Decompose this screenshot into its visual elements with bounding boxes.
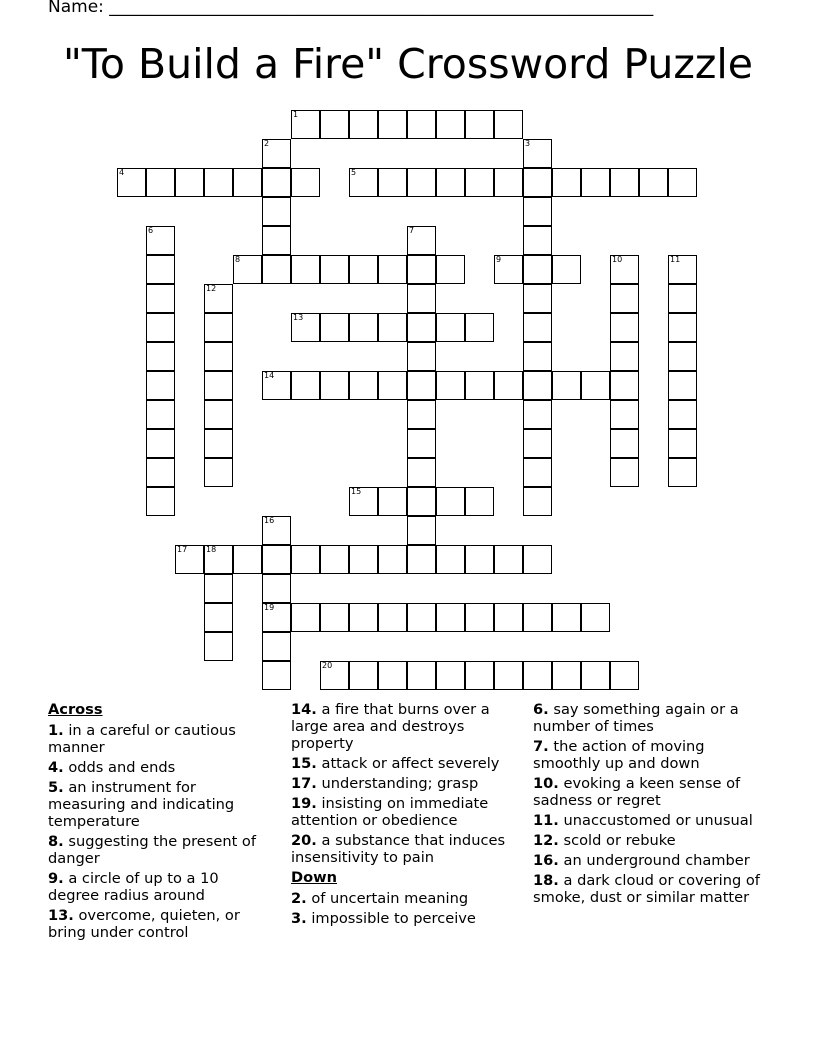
grid-cell[interactable] <box>668 284 697 313</box>
grid-cell[interactable] <box>233 168 262 197</box>
grid-cell[interactable] <box>233 255 262 284</box>
grid-cell[interactable] <box>581 371 610 400</box>
grid-cell[interactable] <box>610 371 639 400</box>
cell-number: 7 <box>409 226 415 235</box>
grid-cell[interactable] <box>146 255 175 284</box>
grid-cell[interactable] <box>262 371 291 400</box>
grid-cell[interactable] <box>465 313 494 342</box>
grid-cell[interactable] <box>378 371 407 400</box>
clue-item <box>533 872 765 906</box>
clue-text: suggesting the present of danger <box>48 833 257 867</box>
cell-number: 15 <box>351 487 362 496</box>
grid-cell[interactable] <box>436 110 465 139</box>
grid-cell[interactable] <box>378 255 407 284</box>
grid-cell[interactable] <box>523 284 552 313</box>
grid-cell[interactable] <box>291 313 320 342</box>
clue-number: 8. <box>48 833 64 850</box>
grid-cell[interactable] <box>523 255 552 284</box>
grid-cell[interactable] <box>523 487 552 516</box>
clue-text: a circle of up to a 10 degree radius around <box>48 870 219 904</box>
clues-column-1 <box>48 701 273 944</box>
cell-number: 19 <box>264 603 275 612</box>
grid-cell[interactable] <box>523 226 552 255</box>
grid-cell[interactable] <box>407 313 436 342</box>
cell-number: 4 <box>119 168 125 177</box>
grid-cell[interactable] <box>378 487 407 516</box>
grid-cell[interactable] <box>378 661 407 690</box>
grid-cell[interactable] <box>204 342 233 371</box>
grid-cell[interactable] <box>465 487 494 516</box>
grid-cell[interactable] <box>146 458 175 487</box>
grid-cell[interactable] <box>407 110 436 139</box>
grid-cell[interactable] <box>262 545 291 574</box>
grid-cell[interactable] <box>146 371 175 400</box>
grid-cell[interactable] <box>320 110 349 139</box>
grid-cell[interactable] <box>204 458 233 487</box>
cell-number: 12 <box>206 284 217 293</box>
grid-cell[interactable] <box>610 429 639 458</box>
grid-cell[interactable] <box>494 371 523 400</box>
grid-cell[interactable] <box>349 313 378 342</box>
grid-cell[interactable] <box>320 371 349 400</box>
cell-number: 16 <box>264 516 275 525</box>
clue-text: a dark cloud or covering of smoke, dust or similar matter <box>533 872 760 906</box>
clue-text: attack or affect severely <box>316 755 500 772</box>
grid-cell[interactable] <box>378 603 407 632</box>
grid-cell[interactable] <box>262 197 291 226</box>
cell-number: 18 <box>206 545 217 554</box>
clue-item <box>291 755 519 772</box>
grid-cell[interactable] <box>523 371 552 400</box>
grid-cell[interactable] <box>407 400 436 429</box>
grid-cell[interactable] <box>117 168 146 197</box>
grid-cell[interactable] <box>349 603 378 632</box>
grid-cell[interactable] <box>552 168 581 197</box>
grid-cell[interactable] <box>407 342 436 371</box>
grid-cell[interactable] <box>523 429 552 458</box>
grid-cell[interactable] <box>320 313 349 342</box>
grid-cell[interactable] <box>146 226 175 255</box>
clue-item <box>48 779 273 830</box>
grid-cell[interactable] <box>523 313 552 342</box>
clue-item <box>48 907 273 941</box>
clue-item <box>533 832 765 849</box>
grid-cell[interactable] <box>204 371 233 400</box>
clue-number: 12. <box>533 832 559 849</box>
grid-cell[interactable] <box>146 284 175 313</box>
clue-text: scold or rebuke <box>558 832 676 849</box>
grid-cell[interactable] <box>494 661 523 690</box>
grid-cell[interactable] <box>320 255 349 284</box>
across-heading: Across <box>48 701 103 718</box>
clue-item <box>291 701 519 752</box>
clue-text: say something again or a number of times <box>533 701 739 735</box>
grid-cell[interactable] <box>349 255 378 284</box>
grid-cell[interactable] <box>436 545 465 574</box>
grid-cell[interactable] <box>349 168 378 197</box>
grid-cell[interactable] <box>233 545 262 574</box>
clue-number: 17. <box>291 775 317 792</box>
clue-number: 11. <box>533 812 559 829</box>
grid-cell[interactable] <box>407 168 436 197</box>
grid-cell[interactable] <box>204 574 233 603</box>
grid-cell[interactable] <box>610 255 639 284</box>
clue-item <box>533 812 765 829</box>
grid-cell[interactable] <box>291 110 320 139</box>
grid-cell[interactable] <box>204 429 233 458</box>
cell-number: 5 <box>351 168 357 177</box>
cell-number: 20 <box>322 661 333 670</box>
grid-cell[interactable] <box>436 313 465 342</box>
grid-cell[interactable] <box>668 342 697 371</box>
grid-cell[interactable] <box>407 516 436 545</box>
clue-item <box>291 910 519 927</box>
grid-cell[interactable] <box>581 661 610 690</box>
grid-cell[interactable] <box>407 371 436 400</box>
clue-number: 1. <box>48 722 64 739</box>
grid-cell[interactable] <box>407 545 436 574</box>
clue-text: understanding; grasp <box>316 775 479 792</box>
grid-cell[interactable] <box>523 197 552 226</box>
grid-cell[interactable] <box>378 168 407 197</box>
grid-cell[interactable] <box>465 110 494 139</box>
grid-cell[interactable] <box>668 400 697 429</box>
clue-item <box>533 738 765 772</box>
grid-cell[interactable] <box>262 516 291 545</box>
clue-number: 13. <box>48 907 74 924</box>
cell-number: 13 <box>293 313 304 322</box>
grid-cell[interactable] <box>291 255 320 284</box>
cell-number: 10 <box>612 255 623 264</box>
grid-cell[interactable] <box>349 110 378 139</box>
grid-cell[interactable] <box>465 545 494 574</box>
grid-cell[interactable] <box>523 139 552 168</box>
cell-number: 2 <box>264 139 270 148</box>
clue-item <box>291 775 519 792</box>
clue-number: 14. <box>291 701 317 718</box>
clue-item <box>291 832 519 866</box>
grid-cell[interactable] <box>668 429 697 458</box>
grid-cell[interactable] <box>146 400 175 429</box>
grid-cell[interactable] <box>291 168 320 197</box>
clue-item <box>533 701 765 735</box>
grid-cell[interactable] <box>204 545 233 574</box>
grid-cell[interactable] <box>378 110 407 139</box>
grid-cell[interactable] <box>407 661 436 690</box>
grid-cell[interactable] <box>262 603 291 632</box>
grid-cell[interactable] <box>146 487 175 516</box>
grid-cell[interactable] <box>378 545 407 574</box>
grid-cell[interactable] <box>204 603 233 632</box>
clue-item <box>48 870 273 904</box>
grid-cell[interactable] <box>494 603 523 632</box>
grid-cell[interactable] <box>378 313 407 342</box>
grid-cell[interactable] <box>581 168 610 197</box>
grid-cell[interactable] <box>204 313 233 342</box>
clue-number: 2. <box>291 890 307 907</box>
grid-cell[interactable] <box>465 661 494 690</box>
clue-item <box>48 833 273 867</box>
grid-cell[interactable] <box>291 545 320 574</box>
clue-item <box>533 852 765 869</box>
grid-cell[interactable] <box>494 255 523 284</box>
grid-cell[interactable] <box>610 458 639 487</box>
grid-cell[interactable] <box>407 487 436 516</box>
clues-column-2 <box>291 701 519 930</box>
clue-text: a substance that induces insensitivity to pain <box>291 832 506 866</box>
grid-cell[interactable] <box>668 458 697 487</box>
grid-cell[interactable] <box>175 168 204 197</box>
grid-cell[interactable] <box>610 313 639 342</box>
grid-cell[interactable] <box>465 168 494 197</box>
grid-cell[interactable] <box>262 168 291 197</box>
grid-cell[interactable] <box>494 168 523 197</box>
grid-cell[interactable] <box>494 545 523 574</box>
grid-cell[interactable] <box>407 255 436 284</box>
grid-cell[interactable] <box>407 284 436 313</box>
clue-text: an underground chamber <box>558 852 750 869</box>
grid-cell[interactable] <box>668 313 697 342</box>
grid-cell[interactable] <box>494 110 523 139</box>
grid-cell[interactable] <box>320 661 349 690</box>
clue-number: 18. <box>533 872 559 889</box>
clue-number: 15. <box>291 755 317 772</box>
grid-cell[interactable] <box>262 255 291 284</box>
clue-text: an instrument for measuring and indicating temperature <box>48 779 235 830</box>
clue-number: 7. <box>533 738 549 755</box>
grid-cell[interactable] <box>436 603 465 632</box>
grid-cell[interactable] <box>407 458 436 487</box>
grid-cell[interactable] <box>349 487 378 516</box>
clue-text: impossible to perceive <box>306 910 476 927</box>
grid-cell[interactable] <box>146 342 175 371</box>
grid-cell[interactable] <box>262 139 291 168</box>
grid-cell[interactable] <box>668 168 697 197</box>
grid-cell[interactable] <box>552 371 581 400</box>
grid-cell[interactable] <box>146 429 175 458</box>
grid-cell[interactable] <box>552 661 581 690</box>
grid-cell[interactable] <box>349 545 378 574</box>
grid-cell[interactable] <box>204 168 233 197</box>
grid-cell[interactable] <box>146 313 175 342</box>
cell-number: 8 <box>235 255 241 264</box>
clue-item <box>533 775 765 809</box>
grid-cell[interactable] <box>552 255 581 284</box>
grid-cell[interactable] <box>610 342 639 371</box>
clue-text: of uncertain meaning <box>306 890 469 907</box>
clue-text: in a careful or cautious manner <box>48 722 236 756</box>
grid-cell[interactable] <box>320 603 349 632</box>
name-field-label: Name: ________________________________________________________________ <box>48 0 654 17</box>
grid-cell[interactable] <box>262 226 291 255</box>
clue-number: 19. <box>291 795 317 812</box>
clue-item <box>48 722 273 756</box>
clue-number: 4. <box>48 759 64 776</box>
cell-number: 11 <box>670 255 681 264</box>
grid-cell[interactable] <box>204 400 233 429</box>
grid-cell[interactable] <box>291 371 320 400</box>
grid-cell[interactable] <box>146 168 175 197</box>
grid-cell[interactable] <box>349 371 378 400</box>
cell-number: 14 <box>264 371 275 380</box>
grid-cell[interactable] <box>262 574 291 603</box>
clue-text: the action of moving smoothly up and down <box>533 738 705 772</box>
grid-cell[interactable] <box>523 603 552 632</box>
grid-cell[interactable] <box>204 632 233 661</box>
clue-number: 9. <box>48 870 64 887</box>
cell-number: 1 <box>293 110 299 119</box>
grid-cell[interactable] <box>610 168 639 197</box>
grid-cell[interactable] <box>668 255 697 284</box>
clue-number: 10. <box>533 775 559 792</box>
grid-cell[interactable] <box>523 661 552 690</box>
clue-item <box>291 890 519 907</box>
cell-number: 9 <box>496 255 502 264</box>
grid-cell[interactable] <box>204 284 233 313</box>
grid-cell[interactable] <box>436 168 465 197</box>
clue-number: 16. <box>533 852 559 869</box>
page-title: "To Build a Fire" Crossword Puzzle <box>62 40 754 88</box>
grid-cell[interactable] <box>291 603 320 632</box>
grid-cell[interactable] <box>523 168 552 197</box>
grid-cell[interactable] <box>407 603 436 632</box>
grid-cell[interactable] <box>552 603 581 632</box>
grid-cell[interactable] <box>436 487 465 516</box>
grid-cell[interactable] <box>523 545 552 574</box>
clue-number: 3. <box>291 910 307 927</box>
clue-text: unaccustomed or unusual <box>558 812 753 829</box>
grid-cell[interactable] <box>523 400 552 429</box>
clue-text: a fire that burns over a large area and destroys property <box>291 701 490 752</box>
grid-cell[interactable] <box>465 371 494 400</box>
grid-cell[interactable] <box>262 661 291 690</box>
grid-cell[interactable] <box>175 545 204 574</box>
grid-cell[interactable] <box>320 545 349 574</box>
grid-cell[interactable] <box>436 255 465 284</box>
clues-column-3 <box>533 701 765 909</box>
clue-item <box>48 759 273 776</box>
grid-cell[interactable] <box>610 661 639 690</box>
grid-cell[interactable] <box>668 371 697 400</box>
clue-text: odds and ends <box>63 759 176 776</box>
grid-cell[interactable] <box>262 632 291 661</box>
clue-number: 20. <box>291 832 317 849</box>
grid-cell[interactable] <box>349 661 378 690</box>
clue-number: 6. <box>533 701 549 718</box>
cell-number: 6 <box>148 226 154 235</box>
grid-cell[interactable] <box>436 661 465 690</box>
grid-cell[interactable] <box>407 429 436 458</box>
clue-text: insisting on immediate attention or obedience <box>291 795 489 829</box>
grid-cell[interactable] <box>436 371 465 400</box>
grid-cell[interactable] <box>523 458 552 487</box>
clue-item <box>291 795 519 829</box>
grid-cell[interactable] <box>639 168 668 197</box>
clue-text: overcome, quieten, or bring under control <box>48 907 240 941</box>
grid-cell[interactable] <box>407 226 436 255</box>
grid-cell[interactable] <box>523 342 552 371</box>
grid-cell[interactable] <box>610 284 639 313</box>
grid-cell[interactable] <box>465 603 494 632</box>
cell-number: 17 <box>177 545 188 554</box>
grid-cell[interactable] <box>581 603 610 632</box>
grid-cell[interactable] <box>610 400 639 429</box>
cell-number: 3 <box>525 139 531 148</box>
clue-text: evoking a keen sense of sadness or regret <box>533 775 741 809</box>
clue-number: 5. <box>48 779 64 796</box>
down-heading: Down <box>291 869 338 886</box>
